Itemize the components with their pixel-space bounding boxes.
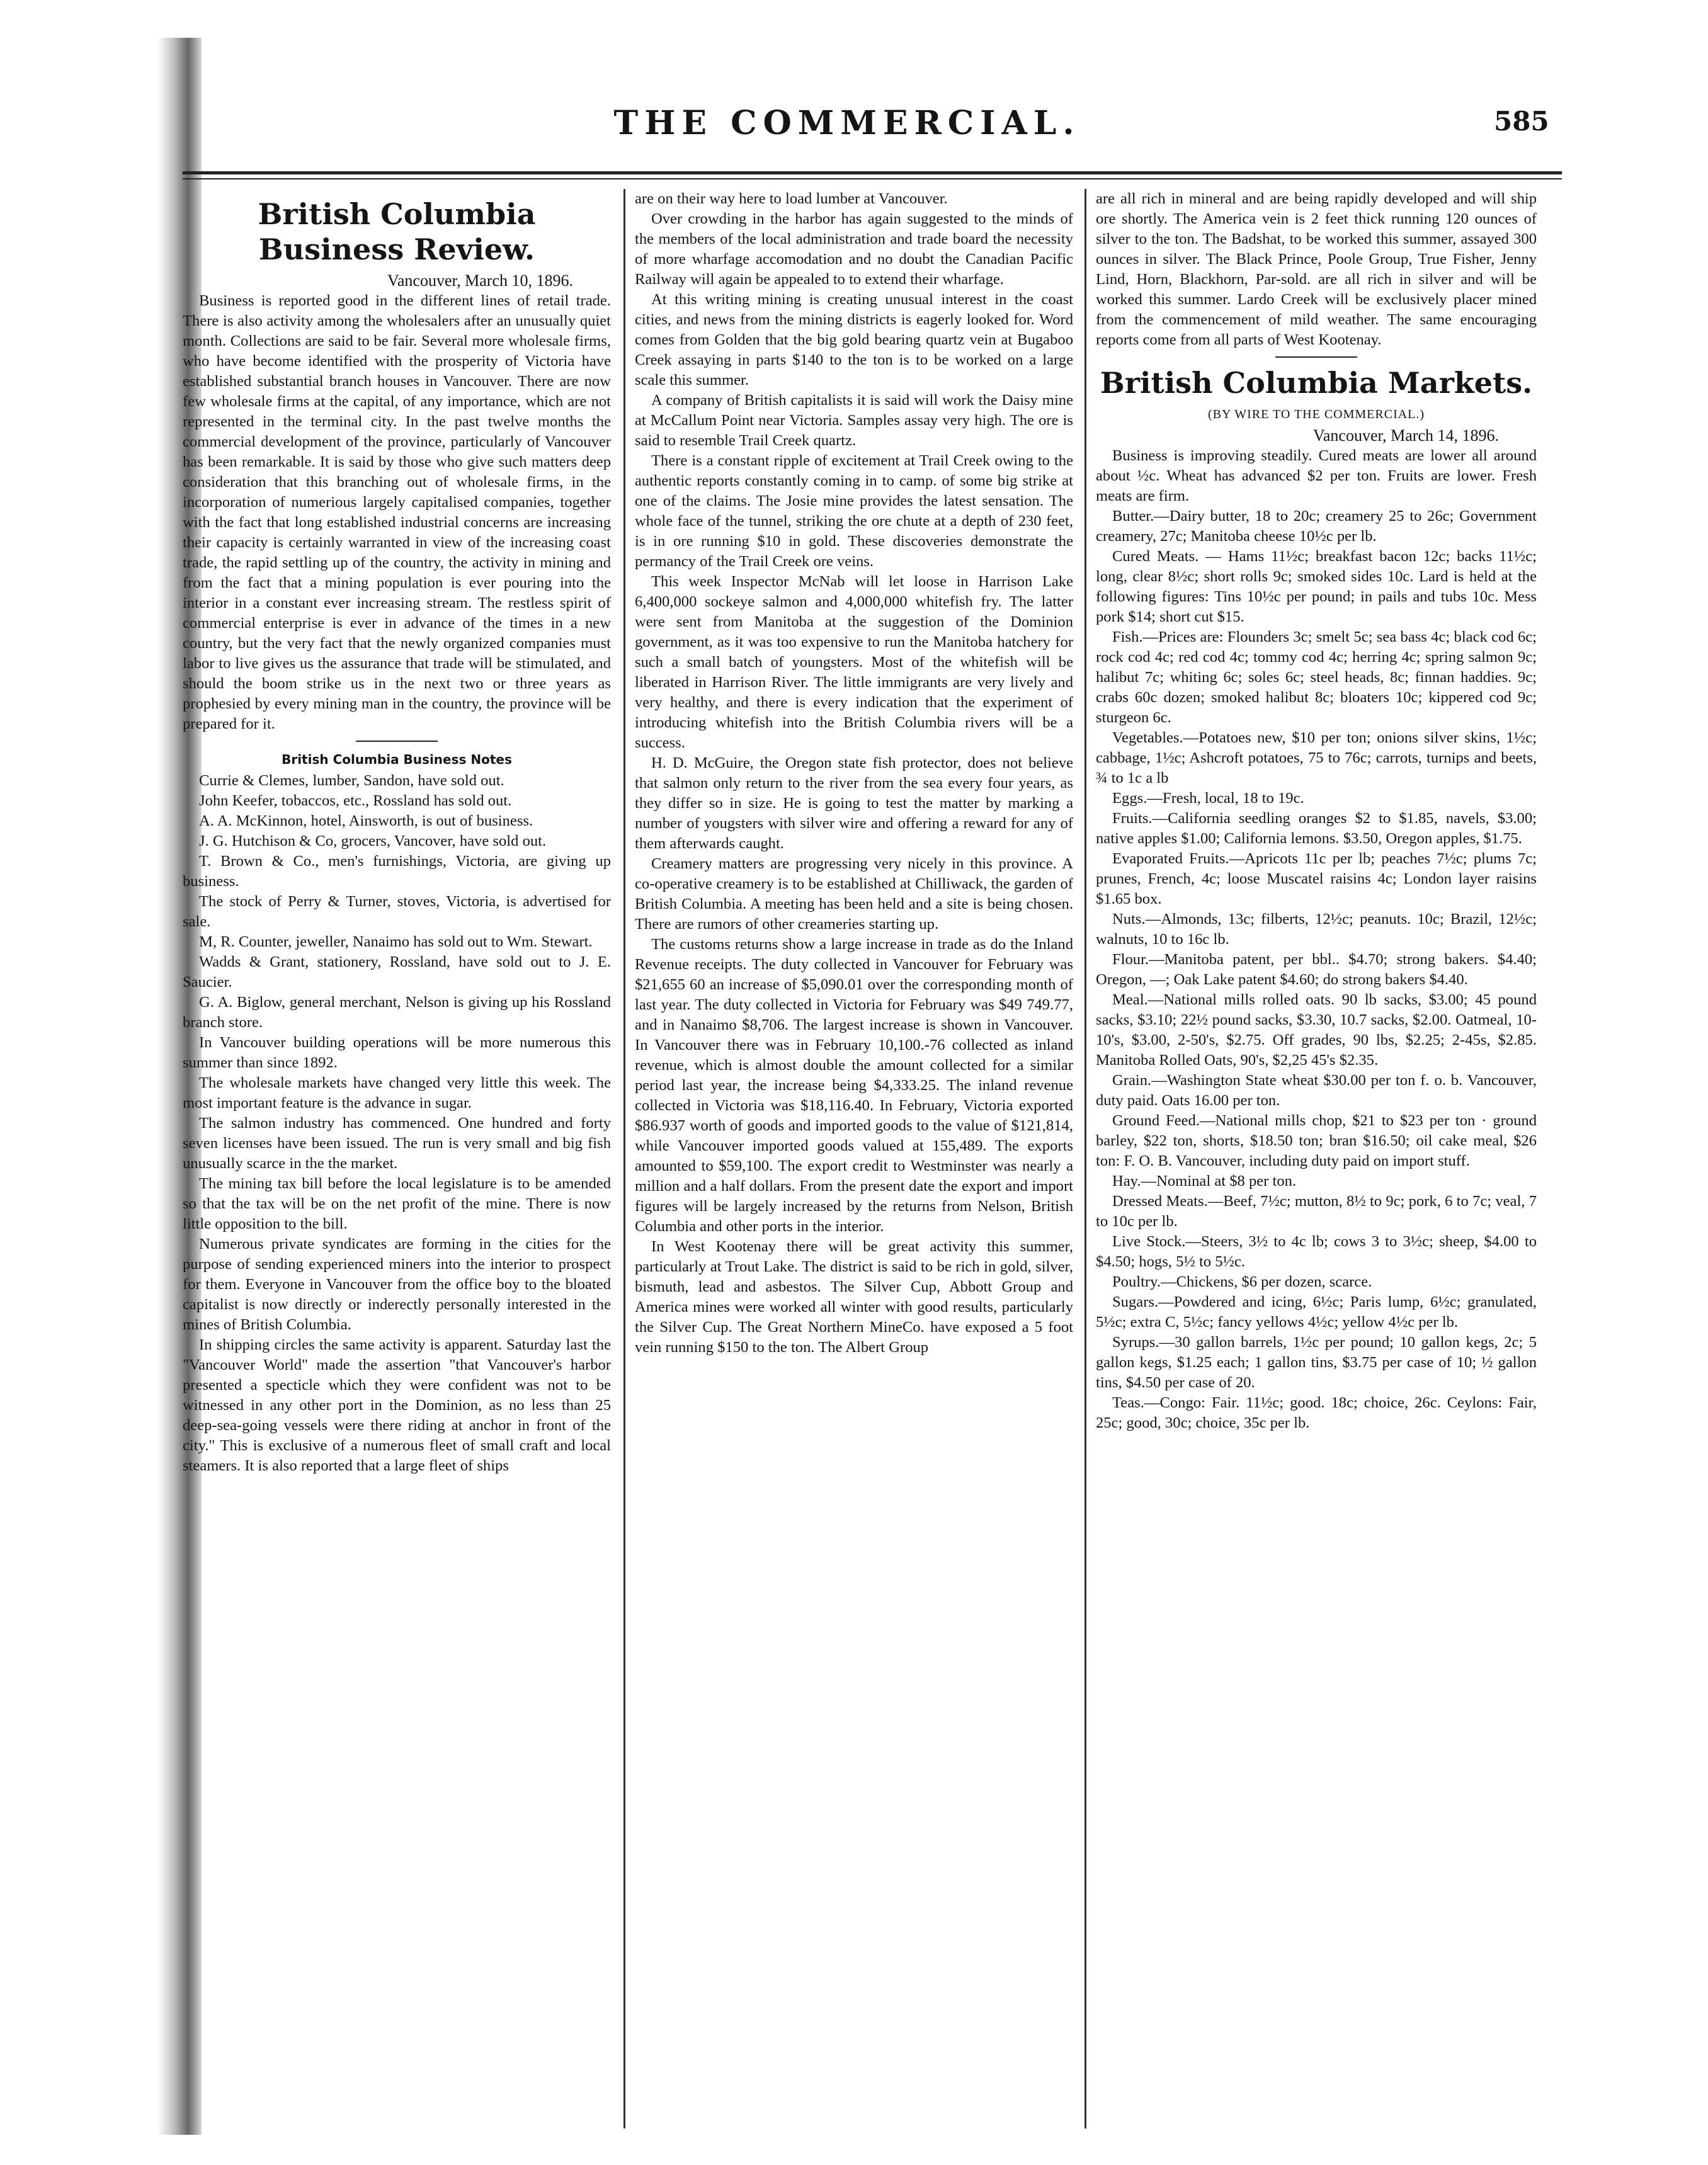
paragraph: J. G. Hutchison & Co, grocers, Vancover, have sold out. <box>199 832 547 850</box>
paragraph: Business is reported good in the different lines of retail trade. There is also activity among the wholesalers after an unusually quiet month. Collections are said to be fair. Several more wholesale firms, who have become identified with the prosperity of Victoria have established substantial branch houses in Vancouver. There are now few wholesale firms at the capital, of any importance, which are not represented in the terminal city. In the past twelve months the commercial development of the province, particularly of Vancouver has been remarkable. It is said by those who give such matters deep consideration that this branching out of wholesale firms, in the incorporation of numerious largely capitalised companies, together with the fact that long established industrial concerns are increasing their capacity is certainly warranted in view of the increasing coast trade, the rapid settling up of the country, the activity in mining and from the fact that a mining population is ever pouring into the interior in a constant ever increasing stream. The restless spirit of commercial enterprise is ever in advance of the times in a new country, but the very fact that the newly organized companies must labor to live gives us the assurance that trade will be stimulated, and should the boom strike us in the next two or three years as prophesied by every mining man in the country, the province will be prepared for it. <box>183 292 611 732</box>
paragraph: Sugars.—Powdered and icing, 6½c; Paris lump, 6½c; granulated, 5½c; extra C, 5½c; fancy yellows 4½c; yellow 4½c per lb. <box>1096 1293 1537 1331</box>
paragraph: Poultry.—Chickens, $6 per dozen, scarce. <box>1112 1273 1372 1290</box>
paragraph: The customs returns show a large increase in trade as do the Inland Revenue receipts. The duty collected in Vancouver for February was $21,655 60 an increase of $5,090.01 over the corresponding month of last year. The duty collected in Victoria for February was $49 749.77, and in Nanaimo $8,706. The largest increase is shown in Vancouver. In Vancouver there was in February 10,100.-76 collected as inland revenue, which is almost double the amount collected for a similar period last year, the increase being $4,333.25. The inland revenue collected in Victoria was $18,116.40. In February, Victoria exported $86.937 worth of goods and imported goods to the value of $121,814, while Vancouver imported goods valued at 155,489. The exports amounted to $59,100. The export credit to Westminster was nearly a million and a half dollars. From the present date the export and import figures will be largely increased by the returns from Nelson, British Columbia and other ports in the interior. <box>635 936 1073 1235</box>
paragraph: Teas.—Congo: Fair. 11½c; good. 18c; choice, 26c. Ceylons: Fair, 25c; good, 30c; choice, 35c per lb. <box>1096 1394 1537 1431</box>
column-divider <box>623 189 625 2128</box>
paragraph-continued: are on their way here to load lumber at Vancouver. <box>635 190 948 207</box>
dateline: Vancouver, March 14, 1896. <box>1313 426 1499 445</box>
paragraph: M, R. Counter, jeweller, Nanaimo has sold out to Wm. Stewart. <box>199 933 593 950</box>
paragraph: T. Brown & Co., men's furnishings, Victoria, are giving up business. <box>183 853 611 890</box>
paragraph: Nuts.—Almonds, 13c; filberts, 12½c; peanuts. 10c; Brazil, 12½c; walnuts, 10 to 16c lb. <box>1096 911 1537 948</box>
paragraph: Fish.—Prices are: Flounders 3c; smelt 5c; sea bass 4c; black cod 6c; rock cod 4c; red cod 4c; tommy cod 4c; herring 4c; spring salmon 9c; halibut 7c; whiting 6c; soles 6c; steel heads, 8c; finnan haddies. 9c; crabs 60c dozen; smoked halibut 8c; bloaters 10c; kippered cod 9c; sturgeon 6c. <box>1096 628 1537 726</box>
paragraph: Eggs.—Fresh, local, 18 to 19c. <box>1112 790 1304 807</box>
paragraph: There is a constant ripple of excitement at Trail Creek owing to the authentic reports constantly coming in to camp. of some big strike at one of the claims. The Josie mine provides the latest sensation. The whole face of the tunnel, striking the ore chute at a depth of 230 feet, is in ore running $10 in gold. These discoveries demonstrate the permancy of the Trail Creek ore veins. <box>635 452 1073 570</box>
paragraph: Live Stock.—Steers, 3½ to 4c lb; cows 3 to 3½c; sheep, $4.00 to $4.50; hogs, 5½ to 5½c. <box>1096 1233 1537 1270</box>
paragraph: The mining tax bill before the local legislature is to be amended so that the tax will be on the net profit of the mine. There is now little opposition to the bill. <box>183 1175 611 1232</box>
paragraph: The stock of Perry & Turner, stoves, Victoria, is advertised for sale. <box>183 893 611 930</box>
column-divider <box>1085 189 1086 2128</box>
paragraph: Vegetables.—Potatoes new, $10 per ton; onions silver skins, 1½c; cabbage, 1½c; Ashcroft potatoes, 75 to 76c; carrots, turnips and beets, ¾ to 1c a lb <box>1096 729 1537 787</box>
paragraph-continued: are all rich in mineral and are being rapidly developed and will ship ore shortly. The America vein is 2 feet thick running 120 ounces of silver to the ton. The Badshat, to be worked this summer, assayed 300 ounces in silver. The Black Prince, Poole Group, True Fisher, Jenny Lind, Horn, Blackhorn, Par-sold. are all rich in silver and will be worked this summer. Lardo Creek will be exclusively placer mined from the commencement of mild weather. The same encouraging reports come from all parts of West Kootenay. <box>1096 190 1537 348</box>
paragraph: Wadds & Grant, stationery, Rossland, have sold out to J. E. Saucier. <box>183 953 611 991</box>
paragraph: Flour.—Manitoba patent, per bbl.. $4.70; strong bakers. $4.40; Oregon, —; Oak Lake patent $4.60; do strong bakers $4.40. <box>1096 951 1537 988</box>
column-1 <box>183 189 611 2141</box>
header-rule-thin <box>183 178 1562 179</box>
section-rule <box>356 741 438 742</box>
paragraph: Grain.—Washington State wheat $30.00 per ton f. o. b. Vancouver, duty paid. Oats 16.00 per ton. <box>1096 1072 1537 1109</box>
paragraph: Business is improving steadily. Cured meats are lower all around about ½c. Wheat has advanced $2 per ton. Fruits are lower. Fresh meats are firm. <box>1096 447 1537 504</box>
masthead: THE COMMERCIAL. <box>613 104 1081 142</box>
paragraph: Currie & Clemes, lumber, Sandon, have sold out. <box>199 772 504 789</box>
section-heading: British Columbia Markets. <box>1100 366 1533 400</box>
paragraph: A. A. McKinnon, hotel, Ainsworth, is out of business. <box>199 812 533 829</box>
page-number: 585 <box>1494 106 1549 137</box>
paragraph: The wholesale markets have changed very little this week. The most important feature is the advance in sugar. <box>183 1074 611 1111</box>
paragraph: Evaporated Fruits.—Apricots 11c per lb; peaches 7½c; plums 7c; prunes, French, 4c; loose Muscatel raisins 4c; London layer raisins $1.65 box. <box>1096 850 1537 907</box>
column-2 <box>635 189 1073 2141</box>
paragraph: Hay.—Nominal at $8 per ton. <box>1112 1173 1297 1190</box>
paragraph: In shipping circles the same activity is apparent. Saturday last the "Vancouver World" made the assertion "that Vancouver's harbor presented a specticle which they were confident was not to be witnessed in any other port in the Dominion, as no less than 25 deep-sea-going vessels were there riding at anchor in front of the city." This is exclusive of a numerous fleet of small craft and local steamers. It is also reported that a large fleet of ships <box>183 1336 611 1474</box>
paragraph: Numerous private syndicates are forming in the cities for the purpose of sending experienced miners into the interior to prospect for them. Everyone in Vancouver from the office boy to the bloated capitalist is now directly or inderectly personally interested in the mines of British Columbia. <box>183 1236 611 1333</box>
paragraph: Ground Feed.—National mills chop, $21 to $23 per ton · ground barley, $22 ton, shorts, $18.50 ton; bran $16.50; oil cake meal, $26 ton: F. O. B. Vancouver, including duty paid on import stuff. <box>1096 1112 1537 1169</box>
header-rule <box>183 171 1562 174</box>
paragraph: G. A. Biglow, general merchant, Nelson is giving up his Rossland branch store. <box>183 994 611 1031</box>
paragraph: Over crowding in the harbor has again suggested to the minds of the members of the local administration and trade board the necessity of more wharfage accomodation and no doubt the Canadian Pacific Railway will again be appealed to to extend their wharfage. <box>635 210 1073 288</box>
paragraph: Dressed Meats.—Beef, 7½c; mutton, 8½ to 9c; pork, 6 to 7c; veal, 7 to 10c per lb. <box>1096 1193 1537 1230</box>
paragraph: Fruits.—California seedling oranges $2 to $1.85, navels, $3.00; native apples $1.00; California lemons. $3.50, Oregon apples, $1.75. <box>1096 810 1537 847</box>
paragraph: Creamery matters are progressing very nicely in this province. A co-operative creamery is to be established at Chilliwack, the garden of British Columbia. A meeting has been held and a site is being chosen. There are rumors of other creameries starting up. <box>635 855 1073 933</box>
paragraph: The salmon industry has commenced. One hundred and forty seven licenses have been issued. The run is very small and big fish unusually scarce in the the market. <box>183 1115 611 1172</box>
paragraph: At this writing mining is creating unusual interest in the coast cities, and news from the mining districts is eagerly looked for. Word comes from Golden that the big gold bearing quartz vein at Bugaboo Creek assaying in parts $140 to the ton is to be worked on a large scale this summer. <box>635 291 1073 389</box>
paragraph: Butter.—Dairy butter, 18 to 20c; creamery 25 to 26c; Government creamery, 27c; Manitoba cheese 10½c per lb. <box>1096 508 1537 545</box>
section-rule <box>1275 356 1357 358</box>
notes-heading: British Columbia Business Notes <box>282 752 512 767</box>
paragraph: John Keefer, tobaccos, etc., Rossland has sold out. <box>199 792 512 809</box>
paragraph: This week Inspector McNab will let loose in Harrison Lake 6,400,000 sockeye salmon and 4,000,000 whitefish fry. The latter were sent from Manitoba at the suggestion of the Dominion government, as it was too expensive to run the Manitoba hatchery for such a small batch of youngsters. Most of the whitefish will be liberated in Harrison River. The little immigrants are very lively and very healthy, and there is every indication that the experiment of introducing whitefish into the British Columbia rivers will be a success. <box>635 573 1073 751</box>
paragraph: H. D. McGuire, the Oregon state fish protector, does not believe that salmon only return to the river from the sea every four years, as they differ so in size. He is going to test the matter by marking a number of yougsters with silver wire and offering a reward for any of them afterwards caught. <box>635 754 1073 852</box>
subheading: (BY WIRE TO THE COMMERCIAL.) <box>1207 407 1425 421</box>
paragraph: Syrups.—30 gallon barrels, 1½c per pound; 10 gallon kegs, 2c; 5 gallon kegs, $1.25 each; 1 gallon tins, $3.75 per case of 10; ½ gallon tins, $4.50 per case of 20. <box>1096 1334 1537 1391</box>
paragraph: A company of British capitalists it is said will work the Daisy mine at McCallum Point near Victoria. Samples assay very high. The ore is said to resemble Trail Creek quartz. <box>635 392 1073 449</box>
paragraph: In West Kootenay there will be great activity this summer, particularly at Trout Lake. The district is said to be rich in gold, silver, bismuth, lead and asbestos. The Silver Cup, Abbott Group and America mines were worked all winter with good results, particularly the Silver Cup. The Great Northern MineCo. have exposed a 5 foot vein running $150 to the ton. The Albert Group <box>635 1238 1073 1356</box>
section-heading: British Columbia Business Review. <box>258 197 536 266</box>
paragraph: Cured Meats. — Hams 11½c; breakfast bacon 12c; backs 11½c; long, clear 8½c; short rolls 9c; smoked sides 10c. Lard is held at the following figures: Tins 10½c per pound; in pails and tubs 10c. Mess pork $14; short cut $15. <box>1096 548 1537 625</box>
column-3 <box>1096 189 1537 2141</box>
paragraph: Meal.—National mills rolled oats. 90 lb sacks, $3.00; 45 pound sacks, $3.10; 22½ pound sacks, $3.30, 10.7 sacks, $2.00. Oatmeal, 10-10's, $3.00, 2-50's, $2.75. Off grades, 90 lbs, $2.25; 2-45s, $2.85. Manitoba Rolled Oats, 90's, $2,25 45's $2.35. <box>1096 991 1537 1069</box>
dateline: Vancouver, March 10, 1896. <box>387 271 573 290</box>
paragraph: In Vancouver building operations will be more numerous this summer than since 1892. <box>183 1034 611 1071</box>
